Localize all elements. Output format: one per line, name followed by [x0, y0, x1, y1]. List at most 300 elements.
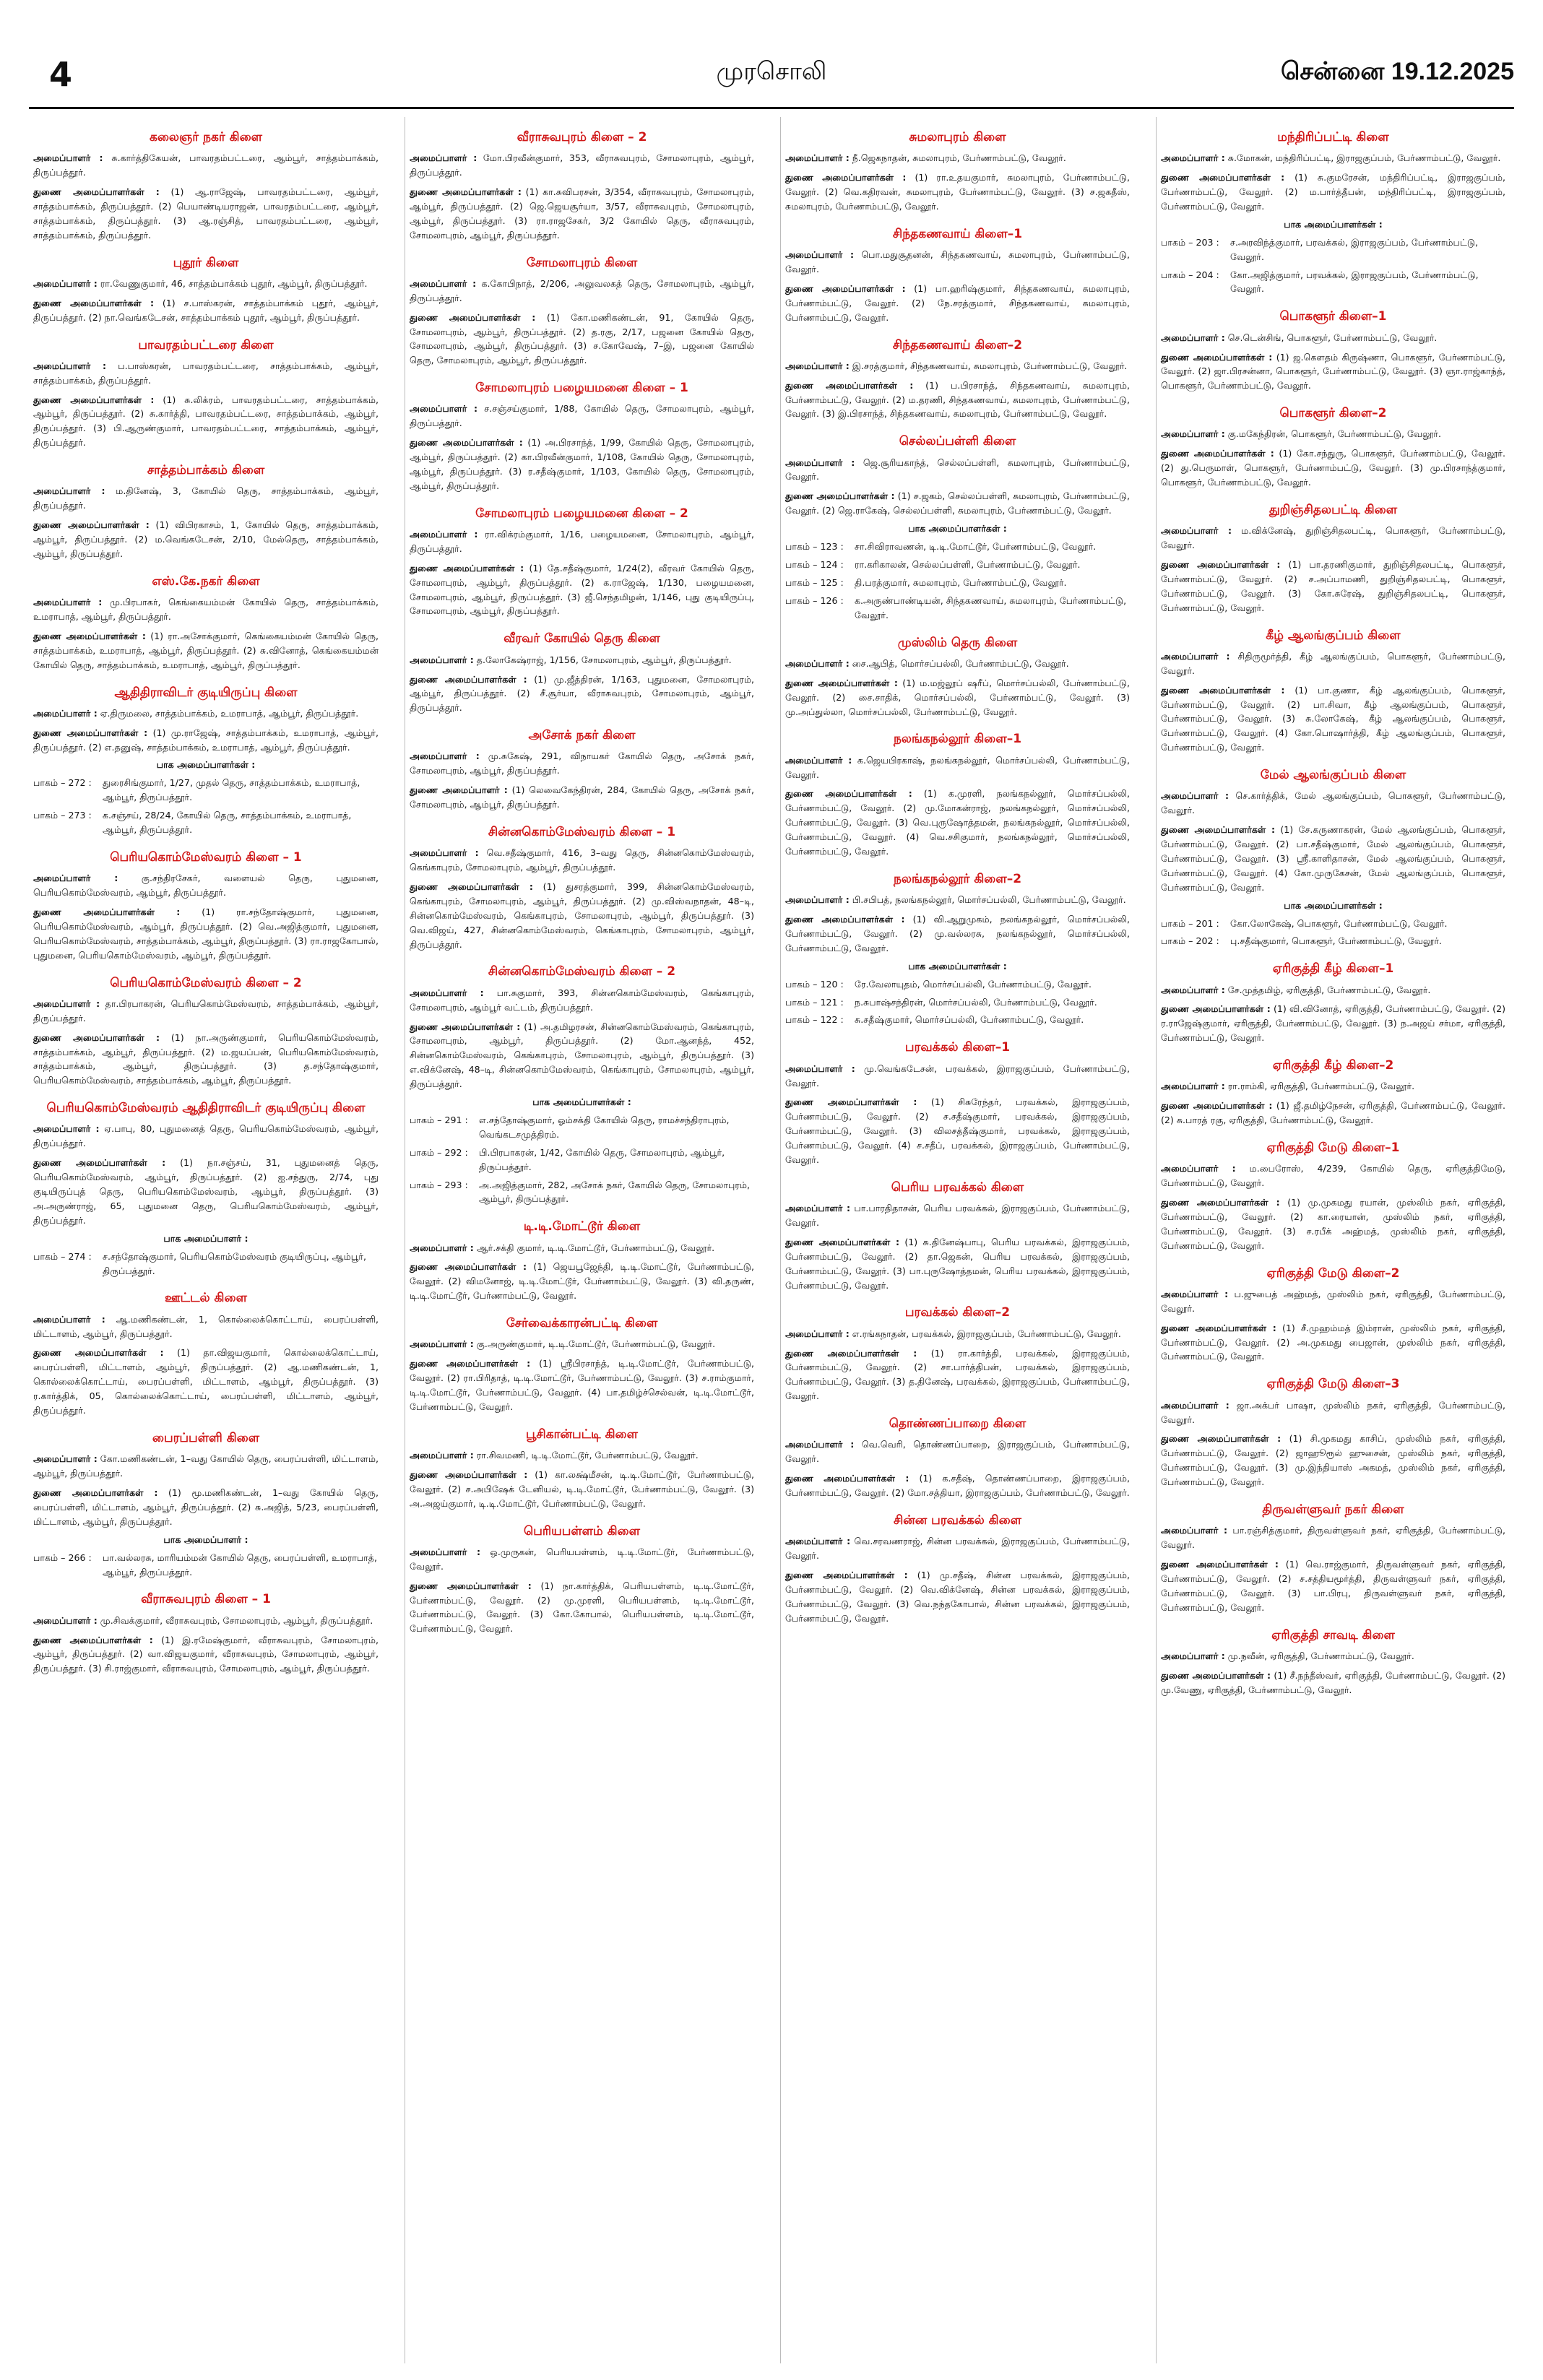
role-label: துணை அமைப்பாளர்கள் :	[785, 172, 907, 183]
branch-section	[785, 732, 1130, 858]
masthead-rule	[29, 107, 1514, 109]
member-entry	[1161, 446, 1505, 490]
member-entry	[785, 1327, 1130, 1341]
branch-section	[1161, 309, 1505, 393]
role-label: அமைப்பாளர் :	[1161, 790, 1229, 802]
branch-title: ஏரிகுத்தி மேடு கிளை–3	[1266, 1377, 1400, 1392]
member-entry	[1161, 1321, 1505, 1364]
member-details: மு.சிவக்குமார், வீராசுவபுரம், சோமலாபுரம், ஆம்பூர், திருப்பத்தூர்.	[97, 1614, 373, 1626]
branch-title: நலங்கநல்லூர் கிளை–1	[893, 732, 1022, 747]
member-details: இ.சரத்குமார், சிந்தகணவாய், சுமலாபுரம், பேர்ணாம்பட்டு, வேலூர்.	[849, 360, 1128, 371]
branch-title: முஸ்லிம் தெரு கிளை	[897, 635, 1018, 650]
pakam-row	[785, 594, 1130, 623]
page-number: 4	[49, 55, 73, 94]
member-entry	[785, 456, 1130, 485]
role-label: துணை அமைப்பாளர்கள் :	[1161, 559, 1281, 571]
member-entry	[785, 489, 1130, 518]
branch-title: சின்ன பரவக்கல் கிளை	[893, 1513, 1022, 1528]
branch-title: வீரவர் கோயில் தெரு கிளை	[503, 631, 660, 646]
role-label: துணை அமைப்பாளர்கள் :	[1161, 1197, 1280, 1208]
newspaper-name: முரசொலி	[716, 58, 827, 85]
member-entry	[410, 277, 754, 306]
branch-section	[33, 338, 379, 451]
role-label: துணை அமைப்பாளர்கள் :	[1161, 351, 1273, 363]
branch-section	[1161, 961, 1505, 1045]
branch-section	[33, 1431, 379, 1579]
branch-section	[410, 256, 754, 368]
article-columns	[29, 117, 1514, 2363]
branch-title: மேல் ஆலங்குப்பம் கிளை	[1260, 768, 1406, 783]
branch-section	[1161, 1377, 1505, 1489]
member-entry	[410, 783, 754, 812]
member-entry	[1161, 983, 1505, 998]
branch-section	[785, 1513, 1130, 1626]
pakam-number: பாகம் – 201 :	[1161, 917, 1219, 929]
role-label: துணை அமைப்பாளர்கள் :	[410, 1261, 527, 1273]
member-entry	[1161, 1649, 1505, 1663]
member-details: க.ஜெயபிரகாஷ், நலங்கநல்லூர், மொர்சப்பல்லி, பேர்ணாம்பட்டு, வேலூர்.	[785, 754, 1131, 780]
role-label: அமைப்பாளர் :	[1161, 1288, 1229, 1299]
role-label: அமைப்பாளர் :	[785, 1063, 855, 1074]
member-details: (1) சே.கருணாகரன், மேல் ஆலங்குப்பம், பொகளூர், பேர்ணாம்பட்டு, வேலூர். (2) பா.சதீஷ்குமார், மேல் ஆலங்குப்பம், பொகளூர், பேர்ணாம்பட்டு, வேலூர். (3) ஸ்ரீ.காளிதாசன், மேல் ஆலங்குப்பம், பொகளூர், பேர்ணாம்பட்டு, வேலூர். (4) கோ.முருகேசன், மேல் ஆலங்குப்பம், பொகளூர், பேர்ணாம்பட்டு, வேலூர்.	[1161, 824, 1505, 893]
pakam-subheading: பாக அமைப்பாளர்கள் :	[908, 523, 1007, 535]
member-details: (1) லெவைகேந்திரன், 284, கோயில் தெரு, அசோக் நகர், சோமலாபுரம், ஆம்பூர், திருப்பத்தூர்.	[410, 784, 754, 810]
pakam-subheading: பாக அமைப்பாளர்கள் :	[1284, 218, 1383, 230]
role-label: துணை அமைப்பாளர்கள் :	[1161, 1100, 1273, 1112]
member-entry	[1161, 1195, 1505, 1253]
member-details: (1) மு.முகமது ரயான், முஸ்லிம் நகர், ஏரிகுத்தி, பேர்ணாம்பட்டு, வேலூர். (2) கா.ரையான், முஸ்லிம் நகர், ஏரிகுத்தி, பேர்ணாம்பட்டு, வேலூர். (3) ச.ரபீக் அஹ்மத், முஸ்லிம் நகர், ஏரிகுத்தி, பேர்ணாம்பட்டு, வேலூர்.	[1161, 1197, 1505, 1251]
member-entry	[410, 846, 754, 875]
member-entry	[33, 629, 379, 672]
branch-title: சோமலாபுரம் பழையமனை கிளை – 2	[475, 506, 688, 521]
pakam-number: பாகம் – 121 :	[785, 996, 844, 1008]
member-details: கு.மகேந்திரன், பொகளூர், பேர்ணாம்பட்டு, வேலூர்.	[1224, 428, 1441, 440]
member-entry	[785, 893, 1130, 907]
member-entry	[33, 1614, 379, 1628]
member-details: பா.ரஞ்சித்குமார், திருவள்ளுவர் நகர், ஏரிகுத்தி, பேர்ணாம்பட்டு, வேலூர்.	[1161, 1525, 1506, 1551]
member-details: வெ.சரவணராஜ், சின்ன பரவக்கல், இராஜகுப்பம், பேர்ணாம்பட்டு, வேலூர்.	[785, 1536, 1130, 1562]
branch-title: கீழ் ஆலங்குப்பம் கிளை	[1266, 628, 1401, 643]
member-entry	[785, 282, 1130, 325]
role-label: துணை அமைப்பாளர்கள் :	[1161, 172, 1285, 183]
member-entry	[33, 706, 379, 721]
member-entry	[410, 402, 754, 430]
member-entry	[785, 657, 1130, 671]
column-2	[405, 117, 758, 2363]
role-label: துணை அமைப்பாளர்கள் :	[410, 881, 533, 893]
role-label: துணை அமைப்பாளர்கள் :	[410, 186, 522, 198]
member-details: (1) அ.பிரசாந்த், 1/99, கோயில் தெரு, சோமலாபுரம், ஆம்பூர், திருப்பத்தூர். (2) கா.பிரவீன்குமார், 1/108, கோயில் தெரு, சோமலாபுரம், ஆம்பூர், திருப்பத்தூர். (3) ர.சதீஷ்குமார், 1/103, கோயில் தெரு, சோமலாபுரம், ஆம்பூர், திருப்பத்தூர்.	[410, 437, 754, 491]
member-details: ஏ.பாபு, 80, புதுமனைத் தெரு, பெரியகொம்மேஸ்வரம், ஆம்பூர், திருப்பத்தூர்.	[33, 1123, 379, 1149]
member-entry	[1161, 151, 1505, 165]
member-entry	[33, 359, 379, 388]
branch-section	[1161, 1141, 1505, 1253]
role-label: அமைப்பாளர் :	[410, 847, 479, 859]
pakam-member: பி.பிரபாகரன், 1/42, கோயில் தெரு, சோமலாபுரம், ஆம்பூர், திருப்பத்தூர்.	[479, 1146, 725, 1172]
member-entry	[33, 518, 379, 561]
member-details: சே.முத்தமிழ், ஏரிகுத்தி, பேர்ணாம்பட்டு, வேலூர்.	[1224, 984, 1431, 995]
branch-section	[33, 574, 379, 672]
member-entry	[410, 1356, 754, 1414]
member-details: பி.சபிபத், நலங்கநல்லூர், மொர்சப்பல்லி, பேர்ணாம்பட்டு, வேலூர்.	[849, 894, 1126, 906]
member-entry	[1161, 789, 1505, 818]
role-label: அமைப்பாளர் :	[1161, 1525, 1228, 1536]
member-details: கு.அருண்குமார், டி.டி.மோட்டூர், பேர்ணாம்பட்டு, வேலூர்.	[473, 1338, 716, 1350]
member-entry	[785, 676, 1130, 719]
member-entry	[33, 277, 379, 291]
member-details: மு.சுகேஷ், 291, விநாயகர் கோயில் தெரு, அசோக் நகர், சோமலாபுரம், ஆம்பூர், திருப்பத்தூர்.	[410, 750, 754, 776]
branch-title: பூசிகான்பட்டி கிளை	[526, 1427, 638, 1442]
role-label: துணை அமைப்பாளர்கள் :	[33, 906, 181, 918]
branch-title: சின்னகொம்மேஸ்வரம் கிளை – 1	[488, 825, 676, 839]
pakam-member: ச.அரவிந்த்குமார், பரவக்கல், இராஜகுப்பம், பேர்ணாம்பட்டு, வேலூர்.	[1230, 236, 1479, 262]
role-label: அமைப்பாளர் :	[1161, 332, 1225, 343]
branch-title: ஊட்டல் கிளை	[165, 1291, 247, 1306]
member-details: ரா.வேணுகுமார், 46, சாத்தம்பாக்கம் புதூர், ஆம்பூர், திருப்பத்தூர்.	[97, 277, 368, 289]
branch-title: பெரிய பரவக்கல் கிளை	[891, 1180, 1024, 1195]
role-label: அமைப்பாளர் :	[785, 894, 850, 906]
role-label: அமைப்பாளர் :	[1161, 152, 1225, 164]
pakam-number: பாகம் – 204 :	[1161, 269, 1219, 280]
role-label: அமைப்பாளர் :	[33, 998, 100, 1009]
pakam-member: க.சஞ்சய், 28/24, கோயில் தெரு, சாத்தம்பாக்கம், உமராபாத், ஆம்பூர், திருப்பத்தூர்.	[103, 810, 352, 836]
pakam-member: சா.சிவிராவணன், டி.டி.மோட்டூர், பேர்ணாம்பட்டு, வேலூர்.	[855, 541, 1097, 553]
member-entry	[33, 726, 379, 755]
branch-title: வீராசுவபுரம் கிளை – 2	[517, 130, 647, 144]
pakam-member: ரே.வேலாயுதம், மொர்சப்பல்லி, பேர்ணாம்பட்டு, வேலூர்.	[855, 978, 1092, 990]
role-label: துணை அமைப்பாளர்கள் :	[410, 562, 524, 574]
branch-title: பரவக்கல் கிளை–1	[904, 1040, 1011, 1055]
pakam-number: பாகம் – 292 :	[410, 1146, 468, 1158]
member-entry	[33, 185, 379, 243]
member-details: (1) நா.கார்த்திக், பெரியபள்ளம், டி.டி.மோட்டூர், பேர்ணாம்பட்டு, வேலூர். (2) மு.முரளி, பெரியபள்ளம், டி.டி.மோட்டூர், பேர்ணாம்பட்டு, வேலூர். (3) கோ.கோபால், பெரியபள்ளம், டி.டி.மோட்டூர், பேர்ணாம்பட்டு, வேலூர்.	[410, 1580, 754, 1635]
member-entry	[1161, 1161, 1505, 1190]
member-details: கோ.மணிகண்டன், 1–வது கோயில் தெரு, பைரப்பள்ளி, மிட்டாளம், ஆம்பூர், திருப்பத்தூர்.	[33, 1453, 379, 1479]
role-label: அமைப்பாளர் :	[410, 1450, 474, 1461]
member-details: (1) ரா.சந்தோஷ்குமார், புதுமனை, பெரியகொம்மேஸ்வரம், ஆம்பூர், திருப்பத்தூர். (2) வெ.அஜித்குமார், புதுமனை, பெரியகொம்மேஸ்வரம், சாத்தம்பாக்கம், ஆம்பூர், திருப்பத்தூர். (3) ரா.ராஜகோபால், புதுமனை, பெரியகொம்மேஸ்வரம், ஆம்பூர், திருப்பத்தூர்.	[33, 906, 379, 961]
member-details: (1) கா.லக்ஷ்மீசன், டி.டி.மோட்டூர், பேர்ணாம்பட்டு, வேலூர். (2) ச.அபிஷேக் டேனியல், டி.டி.மோட்டூர், பேர்ணாம்பட்டு, வேலூர். (3) அ.அஜய்குமார், டி.டி.மோட்டூர், பேர்ணாம்பட்டு, வேலூர்.	[410, 1468, 754, 1509]
role-label: அமைப்பாளர் :	[33, 1313, 105, 1325]
branch-title: துறிஞ்சிதலபட்டி கிளை	[1268, 503, 1398, 517]
branch-section	[410, 964, 754, 1206]
role-label: துணை அமைப்பாளர்கள் :	[1161, 448, 1274, 459]
branch-title: புதூர் கிளை	[173, 255, 239, 270]
role-label: துணை அமைப்பாளர்கள் :	[1161, 824, 1276, 836]
role-label: அமைப்பாளர் :	[785, 1203, 851, 1214]
member-entry	[33, 1122, 379, 1151]
branch-title: ஏரிகுத்தி கீழ் கிளை–1	[1272, 961, 1394, 977]
pakam-row	[1161, 934, 1505, 948]
member-entry	[785, 1062, 1130, 1091]
branch-section	[33, 850, 379, 963]
member-entry	[785, 1235, 1130, 1293]
pakam-row	[1161, 235, 1505, 264]
pakam-member: துரைசிங்குமார், 1/27, முதல் தெரு, சாத்தம்பாக்கம், உமராபாத், ஆம்பூர், திருப்பத்தூர்.	[103, 777, 360, 803]
pakam-number: பாகம் – 122 :	[785, 1014, 844, 1026]
member-details: கு.சந்திரசேகர், வளையல் தெரு, புதுமனை, பெரியகொம்மேஸ்வரம், ஆம்பூர், திருப்பத்தூர்.	[33, 873, 379, 899]
member-details: (1) ரா.கார்த்தி, பரவக்கல், இராஜகுப்பம், பேர்ணாம்பட்டு, வேலூர். (2) சா.பார்த்திபன், பரவக்கல், இராஜகுப்பம், பேர்ணாம்பட்டு, வேலூர். (3) த.தினேஷ், பரவக்கல், இராஜகுப்பம், பேர்ணாம்பட்டு, வேலூர்.	[785, 1347, 1130, 1402]
branch-title: சேர்வைக்காரன்பட்டி கிளை	[506, 1316, 658, 1331]
role-label: அமைப்பாளர் :	[1161, 1650, 1225, 1661]
branch-title: பெரியகொம்மேஸ்வரம் கிளை – 1	[110, 850, 302, 865]
member-entry	[410, 151, 754, 180]
member-details: (1) நா.அருண்குமார், பெரியகொம்மேஸ்வரம், சாத்தம்பாக்கம், ஆம்பூர், திருப்பத்தூர். (2) ம.ஜயப்பன், பெரியகொம்மேஸ்வரம், சாத்தம்பாக்கம், ஆம்பூர், திருப்பத்தூர். (3) த.சந்தோஷ்குமார், பெரியகொம்மேஸ்வரம், சாத்தம்பாக்கம், ஆம்பூர், திருப்பத்தூர்.	[33, 1031, 379, 1086]
member-details: ஆ.மணிகண்டன், 1, கொல்லைக்கொட்டாய், பைரப்பள்ளி, மிட்டாளம், ஆம்பூர், திருப்பத்தூர்.	[33, 1313, 379, 1339]
member-entry	[33, 1346, 379, 1417]
role-label: துணை அமைப்பாளர் :	[410, 784, 508, 796]
branch-title: பொகளூர் கிளை–2	[1279, 406, 1387, 421]
member-entry	[33, 151, 379, 180]
role-label: துணை அமைப்பாளர்கள் :	[785, 282, 906, 294]
member-entry	[410, 749, 754, 778]
member-details: பா.பாரதிதாசன், பெரிய பரவக்கல், இராஜகுப்பம், பேர்ணாம்பட்டு, வேலூர்.	[785, 1203, 1131, 1228]
member-details: ம.விக்னேஷ், துறிஞ்சிதலபட்டி, பொகளூர், பேர்ணாம்பட்டு, வேலூர்.	[1161, 525, 1505, 551]
member-entry	[1161, 1099, 1505, 1128]
role-label: அமைப்பாளர் :	[785, 249, 855, 261]
member-entry	[410, 1579, 754, 1637]
branch-title: சிந்தகணவாய் கிளை–2	[892, 337, 1023, 352]
member-entry	[785, 151, 1130, 165]
member-details: (1) ரா.அசோக்குமார், கெங்கையம்மன் கோயில் தெரு, சாத்தம்பாக்கம், உமராபாத், ஆம்பூர், திருப்பத்தூர். (2) சு.வினோத், கெங்கையம்மன் கோயில் தெரு, சாத்தம்பாக்கம், உமராபாத், ஆம்பூர், திருப்பத்தூர்.	[33, 630, 379, 670]
role-label: அமைப்பாளர் :	[33, 360, 106, 371]
member-details: (1) மூ.மணிகண்டன், 1–வது கோயில் தெரு, பைரப்பள்ளி, மிட்டாளம், ஆம்பூர், திருப்பத்தூர். (2) சு.அஜித், 5/23, பைரப்பள்ளி, மிட்டாளம், ஆம்பூர், திருப்பத்தூர்.	[33, 1487, 379, 1527]
member-entry	[410, 653, 754, 667]
member-entry	[785, 1346, 1130, 1404]
pakam-row	[410, 1178, 754, 1207]
member-details: (1) க.சதீஷ், தொண்ணப்பாறை, இராஜகுப்பம், பேர்ணாம்பட்டு, வேலூர். (2) மோ.சத்தியா, இராஜகுப்பம், பேர்ணாம்பட்டு, வேலூர்.	[785, 1473, 1130, 1499]
member-details: (1) பா.குணா, கீழ் ஆலங்குப்பம், பொகளூர், பேர்ணாம்பட்டு, வேலூர். (2) பா.சிவா, கீழ் ஆலங்குப்பம், பொகளூர், பேர்ணாம்பட்டு, வேலூர். (3) சு.லோகேஷ், கீழ் ஆலங்குப்பம், பொகளூர், பேர்ணாம்பட்டு, வேலூர். (4) கோ.பொஷார்த்தி, கீழ் ஆலங்குப்பம், பொகளூர், பேர்ணாம்பட்டு, வேலூர்.	[1161, 684, 1505, 753]
member-details: ஏ.திருமலை, சாத்தம்பாக்கம், உமராபாத், ஆம்பூர், திருப்பத்தூர்.	[97, 707, 359, 719]
member-entry	[33, 997, 379, 1026]
member-entry	[33, 1156, 379, 1227]
role-label: அமைப்பாளர் :	[785, 754, 852, 766]
branch-title: எஸ்.கே.நகர் கிளை	[152, 574, 260, 589]
branch-section	[1161, 1266, 1505, 1364]
pakam-row	[33, 1551, 379, 1580]
branch-section	[1161, 768, 1505, 948]
member-entry	[33, 484, 379, 513]
pakam-subheading: பாக அமைப்பாளர் :	[163, 1232, 248, 1244]
member-details: ஜெ.சூரியகாந்த், செல்லப்பள்ளி, சுமலாபுரம், பேர்ணாம்பட்டு, வேலூர்.	[785, 456, 1130, 483]
role-label: அமைப்பாளர் :	[410, 654, 474, 665]
branch-title: ஆதிதிராவிடர் குடியிருப்பு கிளை	[114, 685, 298, 700]
role-label: துணை அமைப்பாளர்கள் :	[33, 519, 150, 531]
member-entry	[785, 1471, 1130, 1500]
pakam-number: பாகம் – 202 :	[1161, 935, 1219, 947]
role-label: அமைப்பாளர் :	[410, 529, 478, 540]
role-label: துணை அமைப்பாளர்கள் :	[1161, 1433, 1281, 1445]
branch-section	[410, 1316, 754, 1414]
member-entry	[1161, 350, 1505, 394]
pakam-number: பாகம் – 272 :	[33, 777, 92, 789]
pakam-row	[410, 1146, 754, 1174]
member-entry	[785, 1568, 1130, 1626]
member-details: (1) கா.சுவிபரசன், 3/354, வீராசுவபுரம், சோமலாபுரம், ஆம்பூர், திருப்பத்தூர். (2) ஜெ.ஜெயசூர்யா, 3/57, வீராசுவபுரம், சோமலாபுரம், ஆம்பூர், திருப்பத்தூர். (3) ரா.ராஜசேகர், 3/2 கோயில் தெரு, வீராசுவபுரம், சோமலாபுரம், ஆம்பூர், திருப்பத்தூர்.	[410, 186, 754, 241]
pakam-member: கோ.அஜித்குமார், பரவக்கல், இராஜகுப்பம், பேர்ணாம்பட்டு, வேலூர்.	[1230, 269, 1479, 295]
branch-title: மந்திரிப்பட்டி கிளை	[1277, 130, 1389, 144]
member-details: (1) சீ.நந்தீஸ்வர், ஏரிகுத்தி, பேர்ணாம்பட்டு, வேலூர். (2) மு.வேணு, ஏரிகுத்தி, பேர்ணாம்பட்டு, வேலூர்.	[1161, 1669, 1505, 1695]
role-label: துணை அமைப்பாளர்கள் :	[1161, 684, 1285, 696]
member-entry	[410, 185, 754, 243]
role-label: அமைப்பாளர் :	[410, 403, 477, 415]
pakam-member: அ.அஜித்குமார், 282, அசோக் நகர், கோயில் தெரு, சோமலாபுரம், ஆம்பூர், திருப்பத்தூர்.	[479, 1179, 751, 1205]
member-details: மு.நவீன், ஏரிகுத்தி, பேர்ணாம்பட்டு, வேலூர்.	[1224, 1650, 1414, 1661]
role-label: துணை அமைப்பாளர்கள் :	[33, 394, 155, 405]
member-details: க.கோபிநாத், 2/206, அலுவலகத் தெரு, சோமலாபுரம், ஆம்பூர், திருப்பத்தூர்.	[410, 277, 754, 303]
branch-section	[785, 434, 1130, 622]
branch-section	[33, 685, 379, 837]
member-details: ஆர்.சக்தி குமார், டி.டி.மோட்டூர், பேர்ணாம்பட்டு, வேலூர்.	[473, 1242, 715, 1253]
role-label: அமைப்பாளர் :	[1161, 525, 1232, 537]
branch-title: திருவள்ளுவர் நகர் கிளை	[1262, 1502, 1404, 1517]
branch-section	[1161, 628, 1505, 755]
role-label: அமைப்பாளர் :	[33, 277, 98, 289]
branch-section	[1161, 1058, 1505, 1128]
branch-section	[33, 256, 379, 325]
member-entry	[1161, 1398, 1505, 1427]
branch-title: நலங்கநல்லூர் கிளை–2	[893, 871, 1022, 886]
role-label: துணை அமைப்பாளர்கள் :	[785, 677, 898, 688]
role-label: துணை அமைப்பாளர்கள் :	[1161, 1669, 1271, 1681]
role-label: துணை அமைப்பாளர்கள் :	[785, 379, 914, 391]
member-details: சிதிருமூர்த்தி, கீழ் ஆலங்குப்பம், பொகளூர், பேர்ணாம்பட்டு, வேலூர்.	[1161, 650, 1505, 676]
member-details: ரா.சிவமணி, டி.டி.மோட்டூர், பேர்ணாம்பட்டு, வேலூர்.	[473, 1450, 699, 1461]
branch-title: சாத்தம்பாக்கம் கிளை	[147, 463, 265, 478]
pakam-member: சு.சதீஷ்குமார், மொர்சப்பல்லி, பேர்ணாம்பட்டு, வேலூர்.	[855, 1014, 1084, 1026]
branch-section	[410, 381, 754, 493]
role-label: அமைப்பாளர் :	[1161, 984, 1225, 995]
branch-section	[410, 728, 754, 812]
member-details: (1) வெ.ராஜ்குமார், திருவள்ளுவர் நகர், ஏரிகுத்தி, பேர்ணாம்பட்டு, வேலூர். (2) ச.சத்தியமூர்த்தி, திருவள்ளுவர் நகர், ஏரிகுத்தி, பேர்ணாம்பட்டு, வேலூர். (3) பா.பிரபு, திருவள்ளுவர் நகர், ஏரிகுத்தி, பேர்ணாம்பட்டு, வேலூர்.	[1161, 1559, 1505, 1613]
pakam-number: பாகம் – 293 :	[410, 1179, 468, 1190]
branch-title: பாவரதம்பட்டரை கிளை	[138, 337, 274, 352]
role-label: துணை அமைப்பாளர்கள் :	[410, 1021, 521, 1032]
member-entry	[785, 1095, 1130, 1167]
member-entry	[410, 311, 754, 368]
member-details: பொ.மதுசூதனன், சிந்தகணவாய், சுமலாபுரம், பேர்ணாம்பட்டு, வேலூர்.	[785, 249, 1131, 274]
pakam-row	[785, 1013, 1130, 1027]
role-label: அமைப்பாளர் :	[410, 750, 480, 762]
pakam-number: பாகம் – 120 :	[785, 978, 844, 990]
member-details: (1) இ.ரமேஷ்குமார், வீராசுவபுரம், சோமலாபுரம், ஆம்பூர், திருப்பத்தூர். (2) வா.விஜயகுமார், வீராசுவபுரம், சோமலாபுரம், ஆம்பூர், திருப்பத்தூர். (3) சி.ராஜ்குமார், வீராசுவபுரம், சோமலாபுரம், ஆம்பூர், திருப்பத்தூர்.	[33, 1634, 379, 1674]
member-details: ப.பாஸ்கரன், பாவரதம்பட்டரை, சாத்தம்பாக்கம், ஆம்பூர், சாத்தம்பாக்கம், திருப்பத்தூர்.	[33, 360, 379, 386]
pakam-member: ரா.கரிகாலன், செல்லப்பள்ளி, பேர்ணாம்பட்டு, வேலூர்.	[855, 559, 1081, 571]
role-label: துணை அமைப்பாளர்கள் :	[33, 1157, 166, 1169]
member-entry	[410, 527, 754, 556]
member-details: மு.பிரபாகர், கெங்கையம்மன் கோயில் தெரு, சாத்தம்பாக்கம், உமராபாத், ஆம்பூர், திருப்பத்தூர்.	[33, 597, 379, 622]
member-entry	[1161, 170, 1505, 214]
member-details: (1) கோ.சந்துரு, பொகளூர், பேர்ணாம்பட்டு, வேலூர். (2) து.பெருமாள், பொகளூர், பேர்ணாம்பட்டு, வேலூர். (3) மு.பிரசாந்த்குமார், பொகளூர், பேர்ணாம்பட்டு, வேலூர்.	[1161, 448, 1505, 488]
role-label: அமைப்பாளர் :	[785, 360, 850, 371]
member-details: (1) ச.ஜகம், செல்லப்பள்ளி, சுமலாபுரம், பேர்ணாம்பட்டு, வேலூர். (2) ஜெ.ராகேஷ், செல்லப்பள்ளி, சுமலாபுரம், பேர்ணாம்பட்டு, வேலூர்.	[785, 490, 1130, 516]
member-entry	[785, 787, 1130, 858]
member-details: மோ.பிரவீன்குமார், 353, வீராசுவபுரம், சோமலாபுரம், ஆம்பூர், திருப்பத்தூர்.	[410, 152, 755, 178]
pakam-number: பாகம் – 291 :	[410, 1114, 468, 1125]
branch-section	[33, 463, 379, 561]
member-details: (1) சு.தினேஷ்பாபு, பெரிய பரவக்கல், இராஜகுப்பம், பேர்ணாம்பட்டு, வேலூர். (2) தா.ஜெகன், பெரிய பரவக்கல், இராஜகுப்பம், பேர்ணாம்பட்டு, வேலூர். (3) பா.புருஷோத்தமன், பெரிய பரவக்கல், இராஜகுப்பம், பேர்ணாம்பட்டு, வேலூர்.	[785, 1236, 1130, 1291]
member-details: (1) சீ.முஹம்மத் இம்ரான், முஸ்லிம் நகர், ஏரிகுத்தி, பேர்ணாம்பட்டு, வேலூர். (2) அ.முகமது பைஜான், முஸ்லிம் நகர், ஏரிகுத்தி, பேர்ணாம்பட்டு, வேலூர்.	[1161, 1322, 1505, 1362]
member-entry	[785, 912, 1130, 956]
member-entry	[410, 986, 754, 1015]
role-label: அமைப்பாளர் :	[33, 1123, 100, 1135]
member-details: நீ.ஜெகநாதன், சுமலாபுரம், பேர்ணாம்பட்டு, வேலூர்.	[849, 152, 1066, 164]
role-label: அமைப்பாளர் :	[785, 1536, 851, 1547]
member-entry	[33, 1486, 379, 1529]
pakam-subheading: பாக அமைப்பாளர்கள் :	[908, 960, 1007, 972]
branch-title: சின்னகொம்மேஸ்வரம் கிளை – 2	[488, 964, 676, 979]
role-label: அமைப்பாளர் :	[33, 707, 98, 719]
column-1	[29, 117, 383, 2363]
member-entry	[1161, 1432, 1505, 1489]
role-label: துணை அமைப்பாளர்கள் :	[1161, 1559, 1279, 1570]
pakam-number: பாகம் – 124 :	[785, 559, 844, 571]
branch-title: ஏரிகுத்தி கீழ் கிளை–2	[1272, 1058, 1394, 1073]
member-entry	[1161, 427, 1505, 441]
pakam-member: ந.சுபாஷ்சந்திரன், மொர்சப்பல்லி, பேர்ணாம்பட்டு, வேலூர்.	[855, 996, 1097, 1008]
role-label: துணை அமைப்பாளர்கள் :	[33, 1031, 160, 1043]
member-details: (1) க.முரளி, நலங்கநல்லூர், மொர்சப்பல்லி, பேர்ணாம்பட்டு, வேலூர். (2) மு.மோகன்ராஜ், நலங்கநல்லூர், மொர்சப்பல்லி, பேர்ணாம்பட்டு, வேலூர். (3) வெ.புருஷோத்தமன், நலங்கநல்லூர், மொர்சப்பல்லி, பேர்ணாம்பட்டு, வேலூர். (4) வெ.சசிகுமார், நலங்கநல்லூர், மொர்சப்பல்லி, பேர்ணாம்பட்டு, வேலூர்.	[785, 788, 1130, 857]
branch-section	[410, 1524, 754, 1637]
member-details: (1) அ.தமிழரசன், சின்னகொம்மேஸ்வரம், கெங்காபுரம், சோமலாபுரம், ஆம்பூர், திருப்பத்தூர். (2) மோ.ஆனந்த், 452, சின்னகொம்மேஸ்வரம், கெங்காபுரம், சோமலாபுரம், ஆம்பூர், திருப்பத்தூர். (3) எ.விக்னேஷ், 48–டி, சின்னகொம்மேஸ்வரம், கெங்காபுரம், சோமலாபுரம், ஆம்பூர், திருப்பத்தூர்.	[410, 1021, 754, 1090]
member-details: (1) ஜீ.தமிழ்நேசன், ஏரிகுத்தி, பேர்ணாம்பட்டு, வேலூர். (2) சு.பாரத் ரகு, ஏரிகுத்தி, பேர்ணாம்பட்டு, வேலூர்.	[1161, 1100, 1505, 1126]
member-details: ஜா.அக்பர் பாஷா, முஸ்லிம் நகர், ஏரிகுத்தி, பேர்ணாம்பட்டு, வேலூர்.	[1161, 1399, 1505, 1425]
member-entry	[1161, 649, 1505, 678]
branch-section	[33, 1291, 379, 1417]
branch-section	[785, 227, 1130, 325]
pakam-row	[785, 977, 1130, 992]
pakam-row	[1161, 268, 1505, 297]
role-label: துணை அமைப்பாளர்கள் :	[410, 1468, 528, 1480]
member-entry	[33, 871, 379, 900]
role-label: துணை அமைப்பாளர்கள் :	[33, 297, 155, 308]
pakam-member: எ.சந்தோஷ்குமார், ஓம்சக்தி கோயில் தெரு, ராமச்சந்திராபுரம், வெங்கடசமுத்திரம்.	[479, 1114, 730, 1140]
member-details: வெ.சதீஷ்குமார், 416, 3–வது தெரு, சின்னகொம்மேஸ்வரம், கெங்காபுரம், சோமலாபுரம், ஆம்பூர், திருப்பத்தூர்.	[410, 847, 754, 873]
branch-title: பெரியகொம்மேஸ்வரம் ஆதிதிராவிடர் குடியிருப்பு கிளை	[46, 1101, 366, 1116]
branch-section	[33, 130, 379, 243]
member-details: பா.சுகுமார், 393, சின்னகொம்மேஸ்வரம், கெங்காபுரம், சோமலாபுரம், ஆம்பூர் வட்டம், திருப்பத்தூர்.	[410, 987, 754, 1013]
pakam-subheading: பாக அமைப்பாளர்கள் :	[156, 759, 256, 771]
member-entry	[785, 753, 1130, 782]
member-details: (1) ஜ.கௌதம் கிருஷ்ணா, பொகளூர், பேர்ணாம்பட்டு, வேலூர். (2) ஜா.பிரசன்னா, பொகளூர், பேர்ணாம்பட்டு, வேலூர். (3) ஞா.ராஜ்காந்த், பொகளூர், பேர்ணாம்பட்டு, வேலூர்.	[1161, 351, 1505, 391]
role-label: துணை அமைப்பாளர்கள் :	[1161, 1322, 1276, 1333]
role-label: துணை அமைப்பாளர்கள் :	[33, 1634, 153, 1645]
member-entry	[410, 561, 754, 619]
branch-section	[1161, 1502, 1505, 1615]
member-entry	[410, 880, 754, 951]
member-details: (1) ப.பிரசாந்த், சிந்தகணவாய், சுமலாபுரம், பேர்ணாம்பட்டு, வேலூர். (2) ம.தரணி, சிந்தகணவாய், சுமலாபுரம், பேர்ணாம்பட்டு, வேலூர். (3) இ.பிரசாந்த், சிந்தகணவாய், சுமலாபுரம், பேர்ணாம்பட்டு, வேலூர்.	[785, 379, 1130, 420]
role-label: துணை அமைப்பாளர்கள் :	[785, 1570, 908, 1580]
member-entry	[33, 1452, 379, 1481]
role-label: துணை அமைப்பாளர்கள் :	[785, 1347, 917, 1359]
role-label: அமைப்பாளர் :	[785, 456, 855, 468]
role-label: அமைப்பாளர் :	[410, 277, 477, 289]
pakam-row	[1161, 917, 1505, 931]
pakam-row	[33, 776, 379, 805]
member-details: (1) விபிரகாசம், 1, கோயில் தெரு, சாத்தம்பாக்கம், ஆம்பூர், திருப்பத்தூர். (2) ம.வெங்கடேசன், 2/10, மேல்தெரு, சாத்தம்பாக்கம், ஆம்பூர், திருப்பத்தூர்.	[33, 519, 379, 559]
member-details: (1) மு.ஜீத்திரன், 1/163, புதுமனை, சோமலாபுரம், ஆம்பூர், திருப்பத்தூர். (2) சீ.சூர்யா, வீராசுவபுரம், சோமலாபுரம், ஆம்பூர், திருப்பத்தூர்.	[410, 673, 754, 714]
member-entry	[785, 1201, 1130, 1230]
member-details: (1) நா.சஞ்சய், 31, புதுமனைத் தெரு, பெரியகொம்மேஸ்வரம், ஆம்பூர், திருப்பத்தூர். (2) ஐ.சந்துரு, 2/74, புது குடியிருப்புத் தெரு, பெரியகொம்மேஸ்வரம், ஆம்பூர், திருப்பத்தூர். (3) அ.அருண்ராஜ், 65, புதுமனை தெரு, பெரியகொம்மேஸ்வரம், ஆம்பூர், திருப்பத்தூர்.	[33, 1157, 379, 1226]
member-entry	[1161, 1557, 1505, 1615]
dateline: சென்னை 19.12.2025	[1280, 58, 1514, 85]
member-entry	[785, 1534, 1130, 1563]
branch-section	[33, 1592, 379, 1676]
role-label: துணை அமைப்பாளர்கள் :	[33, 727, 148, 738]
role-label: துணை அமைப்பாளர்கள் :	[410, 437, 523, 449]
role-label: துணை அமைப்பாளர்கள் :	[410, 311, 536, 323]
branch-section	[410, 130, 754, 243]
member-details: (1) சு.லிக்ரம், பாவரதம்பட்டரை, சாத்தம்பாக்கம், ஆம்பூர், திருப்பத்தூர். (2) சு.கார்த்தி, பாவரதம்பட்டரை, சாத்தம்பாக்கம், ஆம்பூர், திருப்பத்தூர். (3) பி.ஆருண்குமார், பாவரதம்பட்டரை, சாத்தம்பாக்கம், ஆம்பூர், திருப்பத்தூர்.	[33, 394, 379, 449]
